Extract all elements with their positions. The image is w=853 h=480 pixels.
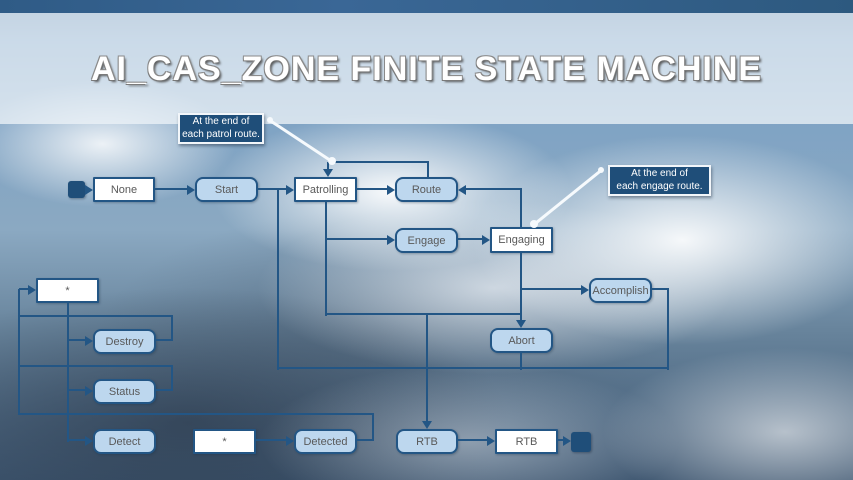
node-label: Destroy [105, 335, 144, 348]
callout-text-line2: each engage route. [616, 180, 703, 192]
callout-leader-dot [267, 117, 273, 123]
arrowhead-icon [387, 185, 395, 195]
connector-line [328, 161, 429, 163]
connector-line [258, 188, 289, 190]
connector-line [521, 288, 584, 290]
slide-title: AI_CAS_ZONE FINITE STATE MACHINE [91, 50, 763, 88]
connector-line [277, 190, 279, 370]
arrowhead-icon [563, 436, 571, 446]
state-node-start [195, 177, 258, 202]
state-node-any-bottom [193, 429, 256, 454]
arrowhead-icon [85, 436, 93, 446]
arrowhead-icon [85, 336, 93, 346]
connector-line [427, 162, 429, 177]
arrowhead-icon [516, 320, 526, 328]
node-label: Detected [303, 435, 348, 448]
connector-line [458, 238, 485, 240]
initial-state-marker [68, 181, 85, 198]
state-node-any-left [36, 278, 99, 303]
callout-engage-route [608, 165, 711, 196]
node-label: * [222, 435, 227, 448]
callout-text-line1: At the end of [192, 116, 250, 127]
node-label: Accomplish [592, 284, 649, 297]
node-label: Engaging [498, 234, 545, 246]
state-node-route [395, 177, 458, 202]
connector-line [325, 202, 327, 316]
callout-leader-dot [530, 220, 538, 228]
node-label: RTB [515, 435, 538, 448]
arrowhead-icon [286, 436, 294, 446]
state-node-detected [294, 429, 357, 454]
state-node-status [93, 379, 156, 404]
callout-leader-dot [328, 157, 336, 165]
callout-leader-line [533, 169, 602, 225]
connector-line [520, 353, 522, 370]
connector-line [155, 188, 190, 190]
arrowhead-icon [387, 235, 395, 245]
arrowhead-icon [187, 185, 195, 195]
callout-leader-dot [598, 167, 604, 173]
node-label: RTB [416, 435, 438, 448]
connector-line [326, 313, 522, 315]
state-node-abort [490, 328, 553, 353]
node-label: Route [411, 183, 442, 196]
arrowhead-icon [323, 169, 333, 177]
connector-line [278, 367, 669, 369]
arrowhead-icon [487, 436, 495, 446]
connector-line [67, 303, 69, 442]
node-label: Engage [407, 234, 446, 247]
connector-line [19, 365, 173, 367]
arrowhead-icon [85, 185, 93, 195]
connector-line [667, 289, 669, 370]
state-node-rtb-blue [396, 429, 458, 454]
arrowhead-icon [28, 285, 36, 295]
connector-line [357, 188, 390, 190]
connector-line [19, 413, 374, 415]
connector-line [372, 414, 374, 440]
callout-leader-line [269, 119, 333, 163]
arrowhead-icon [286, 185, 294, 195]
node-label: Status [108, 385, 141, 398]
final-state-marker [571, 432, 591, 452]
connector-line [171, 366, 173, 390]
connector-line [520, 253, 522, 321]
connector-line [326, 238, 390, 240]
arrowhead-icon [85, 386, 93, 396]
node-label: Detect [108, 435, 141, 448]
state-node-patrolling [294, 177, 357, 202]
connector-line [171, 316, 173, 340]
connector-line [520, 189, 522, 227]
callout-text-line1: At the end of [631, 168, 688, 179]
connector-line [18, 289, 20, 415]
state-node-destroy [93, 329, 156, 354]
state-node-none [93, 177, 155, 202]
state-node-engage [395, 228, 458, 253]
node-label: None [110, 183, 138, 196]
arrowhead-icon [482, 235, 490, 245]
connector-line [426, 314, 428, 422]
state-node-accomplish [589, 278, 652, 303]
callout-patrol-route [178, 113, 264, 144]
connector-line [464, 188, 522, 190]
state-node-detect [93, 429, 156, 454]
callout-text-line2: each patrol route. [182, 128, 260, 140]
node-label: Abort [508, 334, 535, 347]
top-accent-bar [0, 0, 853, 13]
arrowhead-icon [422, 421, 432, 429]
arrowhead-icon [458, 185, 466, 195]
state-node-engaging [490, 227, 553, 253]
connector-line [256, 439, 289, 441]
node-label: * [65, 284, 70, 297]
node-label: Start [214, 183, 239, 196]
connector-line [19, 315, 173, 317]
state-node-rtb-white [495, 429, 558, 454]
connector-line [458, 439, 490, 441]
node-label: Patrolling [302, 183, 349, 196]
arrowhead-icon [581, 285, 589, 295]
